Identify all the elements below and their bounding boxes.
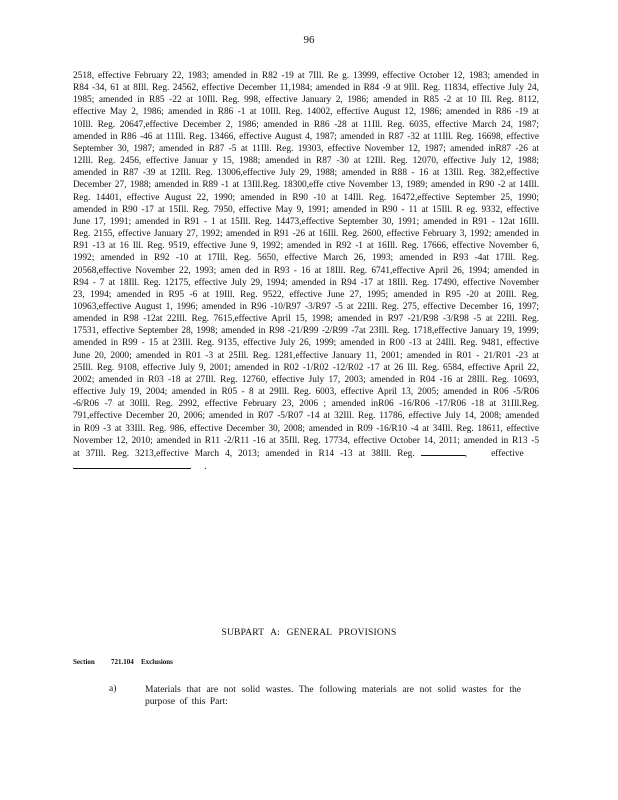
page-number: 96 xyxy=(303,34,315,46)
paragraph-marker: a) xyxy=(109,684,117,694)
source-history-text: 2518, effective February 22, 1983; amended in R82 -19 at 7Ill. Re g. 13999, effective October 12, 1983; amended in R84 -34, 61 at 8Ill. Reg. 24562, effective December 11,1984; amended in R84 -9 at 9Ill. Reg. 11834, effective July 24, 1985; amended in R85 -22 at 10Ill. Reg. 998, effective January 2, 1986; amended in R85 -2 at 10 Ill. Reg. 8112, effective May 2, 1986; amended in R86 -1 at 10Ill. Reg. 14002, effective August 12, 1986; amended in R86 -19 at 10Ill. Reg. 20647,effective December 2, 1986; amended in R86 -28 at 11Ill. Reg. 6035, effective March 24, 1987; amended in R86 -46 at 11Ill. Reg. 13466, effective August 4, 1987; amended in R87 -32 at 11Ill. Reg. 16698, effective September 30, 1987; amended in R87 -5 at 11Ill. Reg. 19303, effective November 12, 1987; amended inR87 -26 at 12Ill. Reg. 2456, effective Januar y 15, 1988; amended in R87 -30 at 12Ill. Reg. 12070, effective July 12, 1988; amended in R87 -39 at 12Ill. Reg. 13006,effective July 29, 1988; amended in R88 - 16 at 13Ill. Reg. 382,effective December 27, 1988; amended in R89 -1 at 13Ill.Reg. 18300,effe ctive November 13, 1989; amended in R90 -2 at 14Ill. Reg. 14401, effective August 22, 1990; amended in R90 -10 at 14Ill. Reg. 16472,effective September 25, 1990; amended in R90 -17 at 15Ill. Reg. 7950, effective May 9, 1991; amended in R90 - 11 at 15Ill. R eg. 9332, effective June 17, 1991; amended in R91 - 1 at 15Ill. Reg. 14473,effective September 30, 1991; amended in R91 - 12at 16Ill. Reg. 2155, effective January 27, 1992; amended in R91 -26 at 16Ill. Reg. 2600, effective February 3, 1992; amended in R91 -13 at 16 Ill. Reg. 9519, effective June 9, 1992; amended in R92 -1 at 16Ill. Reg. 17666, effective November 6, 1992; amended in R92 -10 at 17Ill. Reg. 5650, effective March 26, 1993; amended in R93 -4at 17Ill. Reg. 20568,effective November 22, 1993; amen ded in R93 - 16 at 18Ill. Reg. 6741,effective April 26, 1994; amended in R94 - 7 at 18Ill. Reg. 12175, effective July 29, 1994; amended in R94 -17 at 18Ill. Reg. 17490, effective November 23, 1994; amended in R95 -6 at 19Ill. Reg. 9522, effective June 27, 1995; amended in R95 -20 at 20Ill. Reg. 10963,effective August 1, 1996; amended in R96 -10/R97 -3/R97 -5 at 22Ill. Reg. 275, effective December 16, 1997; amended in R98 -12at 22Ill. Reg. 7615,effective April 15, 1998; amended in R97 -21/R98 -3/R98 -5 at 22Ill. Reg. 17531, effective September 28, 1998; amended in R98 -21/R99 -2/R99 -7at 23Ill. Reg. 1718,effective January 19, 1999; amended in R99 - 15 at 23Ill. Reg. 9135, effective July 26, 1999; amended in R00 -13 at 24Ill. Reg. 9481, effective June 20, 2000; amended in R01 -3 at 25Ill. Reg. 1281,effective January 11, 2001; amended in R01 - 21/R01 -23 at 25Ill. Reg. 9108, effective July 9, 2001; amended in R02 -1/R02 -12/R02 -17 at 26 Ill. Reg. 6584, effective April 22, 2002; amended in R03 -18 at 27Ill. Reg. 12760, effective July 17, 2003; amended in R04 -16 at 28Ill. Reg. 10693, effective July 19, 2004; amended in R05 - 8 at 29Ill. Reg. 6003, effective April 13, 2005; amended in R06 -5/R06 -6/R06 -7 at 30Ill. Reg. 2992, effective February 23, 2006 ; amended inR06 -16/R06 -17/R06 -18 at 31Ill.Reg. 791,effective December 20, 2006; amended in R07 -5/R07 -14 at 32Ill. Reg. 11786, effective July 14, 2008; amended in R09 -3 at 33Ill. Reg. 986, effective December 30, 2008; amended in R09 -16/R10 -4 at 34Ill. Reg. 18611, effective November 12, 2010; amended in R11 -2/R11 -16 at 35Ill. Reg. 17734, effective October 14, 2011; amended in R13 -5 at 37Ill. Reg. 3213,effective March 4, 2013; amended in R14 -13 at 38Ill. Reg. xyxy=(73,71,540,459)
history-comma: , xyxy=(464,448,468,459)
history-period: . xyxy=(204,462,207,472)
blank-effective-date-line xyxy=(73,460,191,469)
source-history-note xyxy=(73,70,539,473)
blank-reg-page-line xyxy=(421,447,465,456)
section-number: 721.104 xyxy=(111,658,134,666)
history-effective-word: effective xyxy=(491,448,524,459)
section-title: Exclusions xyxy=(141,658,173,666)
subpart-heading: SUBPART A: GENERAL PROVISIONS xyxy=(221,628,397,638)
section-label: Section xyxy=(73,658,95,666)
section-heading xyxy=(73,658,173,666)
paragraph-text: Materials that are not solid wastes. The following materials are not solid wastes for the purpose of this Part: xyxy=(145,685,521,708)
